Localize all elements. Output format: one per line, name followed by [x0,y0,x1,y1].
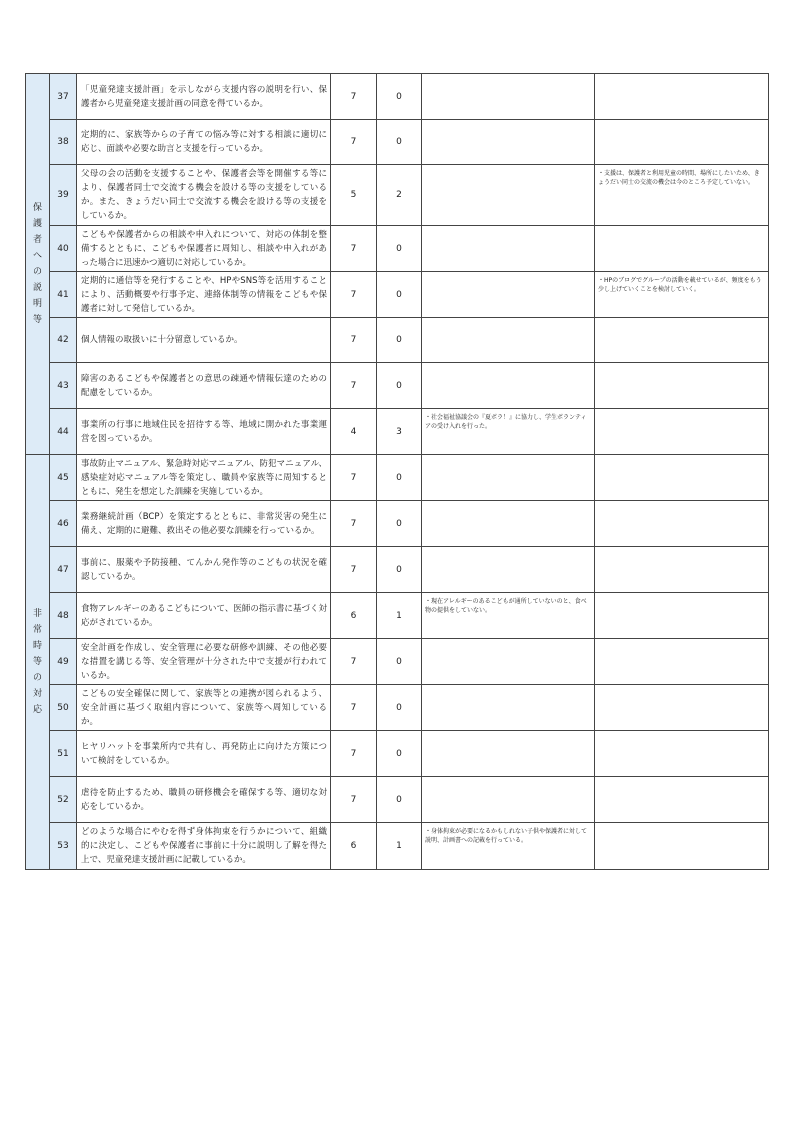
comment-cell [422,547,595,593]
item-number: 50 [50,685,77,731]
evaluation-table-body [26,74,769,870]
comment-cell [422,639,595,685]
comment-cell [422,455,595,501]
item-number: 37 [50,74,77,120]
category-char: の [32,673,42,683]
no-count: 0 [377,226,422,272]
no-count: 0 [377,731,422,777]
item-question: 事前に、服薬や予防接種、てんかん発作等のこどもの状況を確認しているか。 [77,547,331,593]
yes-count: 6 [331,823,377,870]
improvement-cell [595,823,769,870]
yes-count: 7 [331,547,377,593]
item-question: 安全計画を作成し、安全管理に必要な研修や訓練、その他必要な措置を講じる等、安全管理が十分された中で支援が行われているか。 [77,639,331,685]
table-row [26,639,769,685]
yes-count: 6 [331,593,377,639]
no-count: 0 [377,639,422,685]
improvement-cell [595,685,769,731]
comment-cell [422,777,595,823]
category-char: 者 [32,235,42,245]
table-row [26,777,769,823]
category-emergency [26,455,50,870]
no-count: 1 [377,593,422,639]
yes-count: 7 [331,272,377,318]
comment-cell [422,731,595,777]
item-question: 定期的に、家族等からの子育ての悩み等に対する相談に適切に応じ、面談や必要な助言と支援を行っているか。 [77,120,331,165]
category-char: 護 [32,219,42,229]
comment-cell [422,318,595,363]
item-question: ヒヤリハットを事業所内で共有し、再発防止に向けた方策について検討をしているか。 [77,731,331,777]
item-question: 「児童発達支援計画」を示しながら支援内容の説明を行い、保護者から児童発達支援計画の同意を得ているか。 [77,74,331,120]
item-number: 46 [50,501,77,547]
table-row [26,318,769,363]
improvement-cell: ・支援は、保護者と利用児童の時間、場所にしたいため、きょうだい同士の交流の機会は今のところ予定していない。 [595,165,769,226]
comment-cell [422,685,595,731]
table-row [26,501,769,547]
yes-count: 7 [331,226,377,272]
table-row [26,226,769,272]
no-count: 1 [377,823,422,870]
yes-count: 7 [331,74,377,120]
item-question: 障害のあるこどもや保護者との意思の疎通や情報伝達のための配慮をしているか。 [77,363,331,409]
category-char: の [32,267,42,277]
item-number: 40 [50,226,77,272]
comment-cell [422,272,595,318]
comment-cell: ・社会福祉協議会の『夏ボラ！』に協力し、学生ボランティアの受け入れを行った。 [422,409,595,455]
item-question: 食物アレルギーのあるこどもについて、医師の指示書に基づく対応がされているか。 [77,593,331,639]
item-number: 48 [50,593,77,639]
yes-count: 7 [331,363,377,409]
item-question: 業務継続計画（BCP）を策定するとともに、非常災害の発生に備え、定期的に避難、救出その他必要な訓練を行っているか。 [77,501,331,547]
item-number: 47 [50,547,77,593]
item-question: こどもの安全確保に関して、家族等との連携が図られるよう、安全計画に基づく取組内容について、家族等へ周知しているか。 [77,685,331,731]
category-char: へ [32,251,42,261]
item-question: どのような場合にやむを得ず身体拘束を行うかについて、組織的に決定し、こどもや保護者に事前に十分に説明し了解を得た上で、児童発達支援計画に記載しているか。 [77,823,331,870]
improvement-cell [595,226,769,272]
no-count: 0 [377,272,422,318]
improvement-cell [595,593,769,639]
category-char: 応 [32,705,42,715]
comment-cell: ・身体拘束が必要になるかもしれない子供や保護者に対して説明、計画書への記載を行っている。 [422,823,595,870]
category-char: 常 [32,625,42,635]
table-row [26,593,769,639]
yes-count: 4 [331,409,377,455]
table-row [26,409,769,455]
category-char: 明 [32,299,42,309]
item-number: 39 [50,165,77,226]
item-question: 個人情報の取扱いに十分留意しているか。 [77,318,331,363]
category-char: 保 [32,203,42,213]
item-number: 51 [50,731,77,777]
no-count: 3 [377,409,422,455]
no-count: 0 [377,547,422,593]
table-row [26,685,769,731]
item-number: 41 [50,272,77,318]
item-question: 事業所の行事に地域住民を招待する等、地域に開かれた事業運営を図っているか。 [77,409,331,455]
category-char: 非 [32,609,42,619]
item-number: 42 [50,318,77,363]
category-char: 時 [32,641,42,651]
yes-count: 7 [331,318,377,363]
no-count: 0 [377,685,422,731]
improvement-cell [595,120,769,165]
comment-cell [422,120,595,165]
comment-cell [422,74,595,120]
item-number: 43 [50,363,77,409]
no-count: 0 [377,777,422,823]
yes-count: 7 [331,777,377,823]
item-question: こどもや保護者からの相談や申入れについて、対応の体制を整備するとともに、こどもや保護者に周知し、相談や申入れがあった場合に迅速かつ適切に対応しているか。 [77,226,331,272]
table-row [26,455,769,501]
improvement-cell [595,639,769,685]
comment-cell [422,226,595,272]
no-count: 0 [377,74,422,120]
yes-count: 7 [331,455,377,501]
category-char: 等 [32,315,42,325]
yes-count: 7 [331,731,377,777]
no-count: 0 [377,501,422,547]
table-row [26,547,769,593]
item-number: 53 [50,823,77,870]
category-parents [26,74,50,455]
table-row [26,363,769,409]
improvement-cell: ・HPのブログでグループの活動を載せているが、頻度をもう少し上げていくことを検討していく。 [595,272,769,318]
item-number: 38 [50,120,77,165]
item-number: 49 [50,639,77,685]
item-question: 事故防止マニュアル、緊急時対応マニュアル、防犯マニュアル、感染症対応マニュアル等を策定し、職員や家族等に周知するとともに、発生を想定した訓練を実施しているか。 [77,455,331,501]
category-char: 説 [32,283,42,293]
yes-count: 7 [331,685,377,731]
category-char: 対 [32,689,42,699]
table-row [26,731,769,777]
improvement-cell [595,409,769,455]
yes-count: 7 [331,120,377,165]
improvement-cell [595,318,769,363]
category-char: 等 [32,657,42,667]
comment-cell [422,165,595,226]
improvement-cell [595,547,769,593]
improvement-cell [595,363,769,409]
evaluation-table [25,73,769,870]
item-number: 44 [50,409,77,455]
comment-cell: ・現在アレルギーのあるこどもが通所していないのと、食べ物の提供をしていない。 [422,593,595,639]
item-question: 虐待を防止するため、職員の研修機会を確保する等、適切な対応をしているか。 [77,777,331,823]
no-count: 0 [377,363,422,409]
item-question: 父母の会の活動を支援することや、保護者会等を開催する等により、保護者同士で交流する機会を設ける等の支援をしているか。また、きょうだい同士で交流する機会を設ける等の支援をしているか。 [77,165,331,226]
table-row [26,165,769,226]
item-question: 定期的に通信等を発行することや、HPやSNS等を活用することにより、活動概要や行事予定、連絡体制等の情報をこどもや保護者に対して発信しているか。 [77,272,331,318]
no-count: 2 [377,165,422,226]
comment-cell [422,501,595,547]
improvement-cell [595,74,769,120]
improvement-cell [595,455,769,501]
item-number: 52 [50,777,77,823]
improvement-cell [595,777,769,823]
no-count: 0 [377,318,422,363]
improvement-cell [595,501,769,547]
improvement-cell [595,731,769,777]
table-row [26,120,769,165]
comment-cell [422,363,595,409]
no-count: 0 [377,455,422,501]
yes-count: 7 [331,639,377,685]
no-count: 0 [377,120,422,165]
yes-count: 7 [331,501,377,547]
yes-count: 5 [331,165,377,226]
table-row [26,74,769,120]
item-number: 45 [50,455,77,501]
table-row [26,272,769,318]
table-row [26,823,769,870]
